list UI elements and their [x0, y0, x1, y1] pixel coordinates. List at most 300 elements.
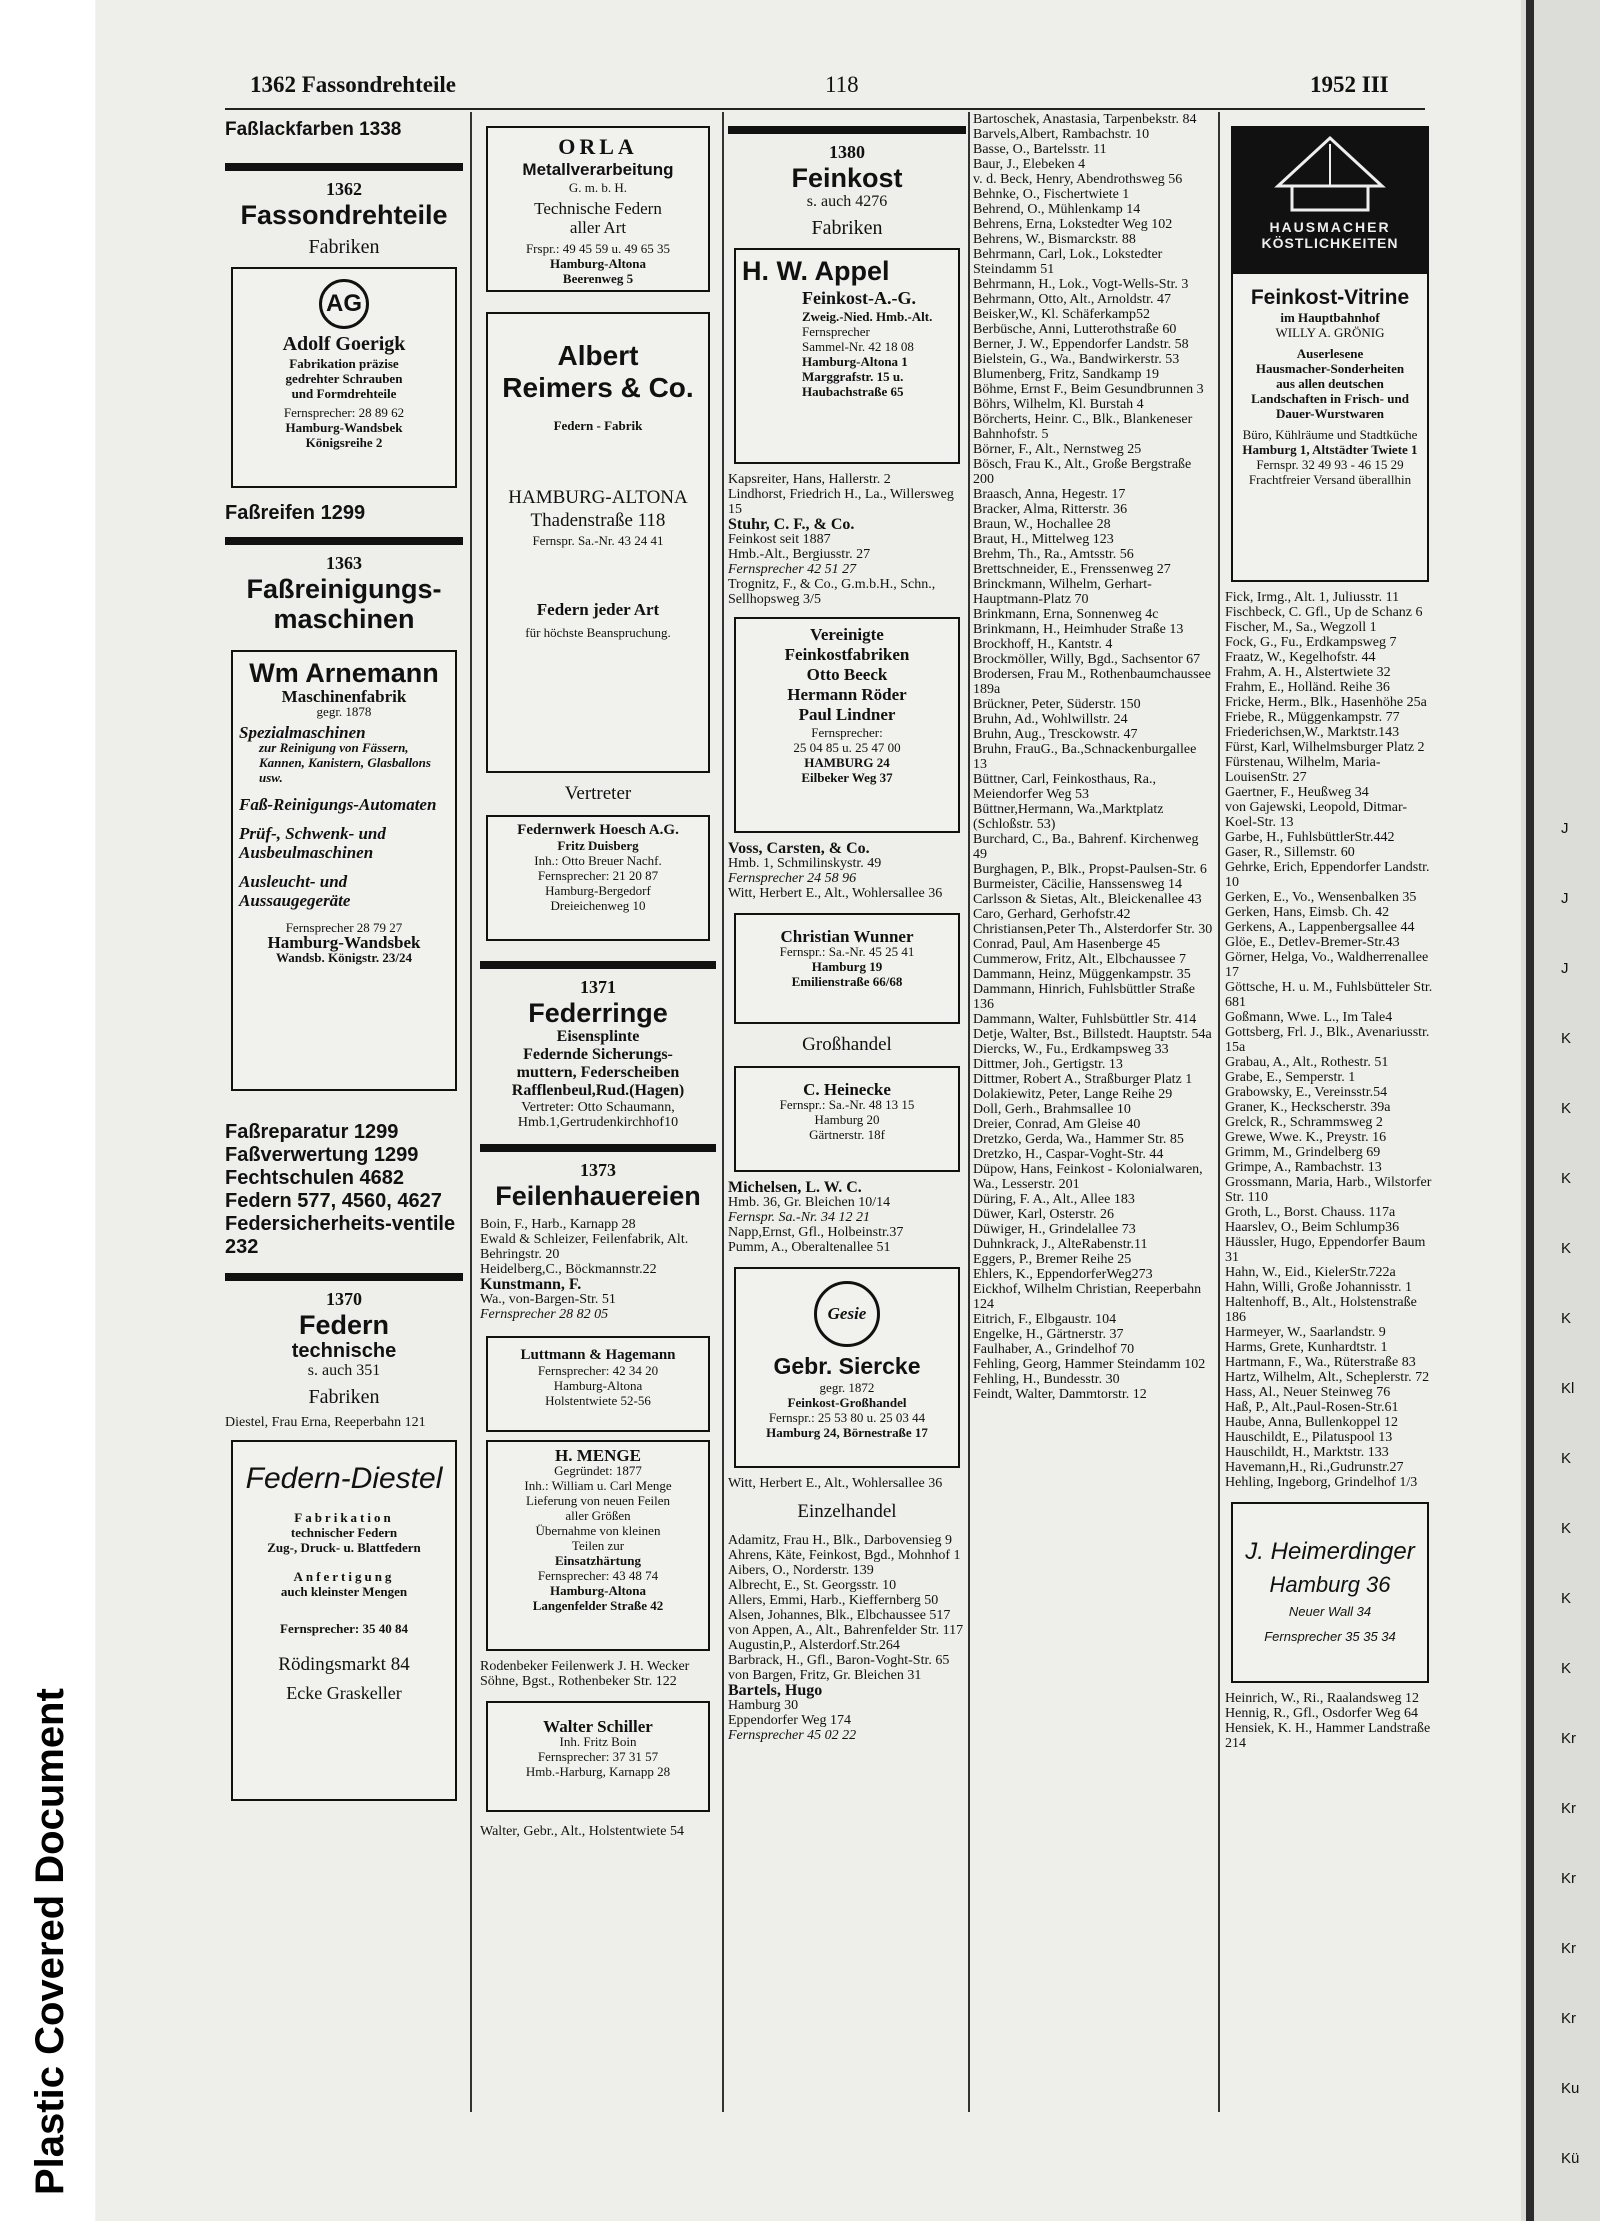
- ad-goerigk: [231, 267, 457, 488]
- directory-entry: Dreier, Conrad, Am Gleise 40: [973, 1117, 1141, 1132]
- ad-line: Spezialmaschinen: [239, 723, 366, 742]
- page-header: [225, 72, 1425, 106]
- ad-street: Hamburg 1, Altstädter Twiete 1: [1242, 442, 1418, 457]
- ad-line: technischer Federn: [290, 1525, 398, 1540]
- banner-line: HAUSMACHER: [1269, 219, 1391, 235]
- directory-entry: Friederichsen,W., Marktstr.143: [1225, 725, 1400, 740]
- directory-entry: Faulhaber, A., Grindelhof 70: [973, 1342, 1135, 1357]
- directory-entry: Hensiek, K. H., Hammer Landstraße 214: [1225, 1721, 1431, 1751]
- directory-entry: Doll, Gerh., Brahmsallee 10: [973, 1102, 1131, 1117]
- directory-entry: Fürst, Karl, Wilhelmsburger Platz 2: [1225, 740, 1425, 755]
- directory-entry: Napp,Ernst, Gfl., Holbeinstr.37: [728, 1225, 904, 1240]
- ad-schiller: [486, 1701, 710, 1812]
- section-rule: [225, 1273, 463, 1281]
- column-1: [225, 112, 463, 2112]
- keyword-entry: Faßverwertung 1299: [225, 1144, 419, 1166]
- ad-street: Gärtnerstr. 18f: [809, 1127, 885, 1142]
- directory-entry: Hartz, Wilhelm, Alt., Scheplerstr. 72: [1225, 1370, 1430, 1385]
- directory-entry: Barvels,Albert, Rambachstr. 10: [973, 127, 1150, 142]
- directory-entry: Dretzko, H., Caspar-Voght-Str. 44: [973, 1147, 1164, 1162]
- directory-entry: Dammann, Hinrich, Fuhlsbüttler Straße 136: [973, 982, 1196, 1012]
- directory-entry: Fernspr. Sa.-Nr. 34 12 21: [728, 1210, 870, 1225]
- directory-entry: Görner, Helga, Vo., Waldherrenallee 17: [1225, 950, 1429, 980]
- directory-entry: Engelke, H., Gärtnerstr. 37: [973, 1327, 1124, 1342]
- directory-entry: Trognitz, F., & Co., G.m.b.H., Schn., Sellhopsweg 3/5: [728, 577, 936, 607]
- directory-entry: Caro, Gerhard, Gerhofstr.42: [973, 907, 1131, 922]
- ad-wunner: [734, 913, 960, 1024]
- directory-entry: Ewald & Schleizer, Feilenfabrik, Alt. Behringstr. 20: [480, 1232, 689, 1262]
- ad-phone: Fernspr.: Sa.-Nr. 45 25 41: [779, 944, 915, 959]
- column-3: [728, 112, 966, 2112]
- ad-city: Hamburg-Altona 1: [802, 354, 908, 369]
- keyword-entry: Faßreparatur 1299: [225, 1121, 399, 1143]
- section-title: technische: [291, 1340, 397, 1362]
- directory-entry: Hamburg 30: [728, 1698, 799, 1713]
- directory-entry: Friebe, R., Müggenkampstr. 77: [1225, 710, 1400, 725]
- section-number: 1371: [580, 977, 616, 997]
- directory-entry: Hehling, Ingeborg, Grindelhof 1/3: [1225, 1475, 1418, 1490]
- directory-entry: v. d. Beck, Henry, Abendrothsweg 56: [973, 172, 1183, 187]
- ad-street: Wandsb. Königstr. 23/24: [275, 950, 413, 965]
- directory-entry: Burchard, C., Ba., Bahrenf. Kirchenweg 49: [973, 832, 1199, 862]
- edge-fragment: Kr: [1561, 1800, 1576, 1817]
- directory-entry: Glöe, E., Detlev-Bremer-Str.43: [1225, 935, 1400, 950]
- directory-entry: Conrad, Paul, Am Hasenberge 45: [973, 937, 1161, 952]
- entry-list: [728, 1533, 966, 1683]
- directory-entry: Dittmer, Joh., Gertigstr. 13: [973, 1057, 1123, 1072]
- directory-entry: Dittmer, Robert A., Straßburger Platz 1: [973, 1072, 1193, 1087]
- ag-logo-icon: AG: [319, 279, 369, 329]
- directory-entry: Frahm, E., Holländ. Reihe 36: [1225, 680, 1390, 695]
- directory-entry: Fürstenau, Wilhelm, Maria-LouisenStr. 27: [1225, 755, 1381, 785]
- directory-entry: Aibers, O., Norderstr. 139: [728, 1563, 874, 1578]
- directory-entry: Harmeyer, W., Saarlandstr. 9: [1225, 1325, 1386, 1340]
- directory-entry: Fernsprecher 42 51 27: [728, 562, 857, 577]
- directory-entry: Havemann,H., Ri.,Gudrunstr.27: [1225, 1460, 1404, 1475]
- directory-entry: Hauschildt, E., Pilatuspool 13: [1225, 1430, 1393, 1445]
- column-5: [1225, 112, 1435, 2112]
- section-line: Eisensplinte: [556, 1028, 640, 1045]
- directory-entry: Gaertner, F., Heußweg 34: [1225, 785, 1369, 800]
- directory-entry: Börcherts, Heinr. C., Blk., Blankeneser Bahnhofstr. 5: [973, 412, 1193, 442]
- directory-entry: Groth, L., Borst. Chauss. 117a: [1225, 1205, 1396, 1220]
- keyword-entry: Fechtschulen 4682: [225, 1167, 404, 1189]
- directory-entry: Gerkens, A., Lappenbergsallee 44: [1225, 920, 1415, 935]
- section-subtitle: Fabriken: [308, 1386, 380, 1408]
- directory-entry: Hartmann, F., Wa., Rüterstraße 83: [1225, 1355, 1416, 1370]
- ad-line: Inh.: Otto Breuer Nachf.: [534, 853, 662, 868]
- directory-entry: Haß, P., Alt.,Paul-Rosen-Str.61: [1225, 1400, 1399, 1415]
- ad-street: Haubachstraße 65: [802, 384, 904, 399]
- ad-line: Maschinenfabrik: [281, 687, 407, 706]
- directory-entry: Grelck, R., Schrammsweg 2: [1225, 1115, 1383, 1130]
- directory-entry: Ahrens, Käte, Feinkost, Bgd., Mohnhof 1: [728, 1548, 961, 1563]
- ad-line: im Hauptbahnhof: [1280, 310, 1380, 325]
- directory-entry: Brückner, Peter, Süderstr. 150: [973, 697, 1141, 712]
- ad-phone: Fernsprecher: 37 31 57: [537, 1749, 659, 1764]
- grosshandel-heading: Großhandel: [802, 1034, 892, 1055]
- ad-line: Auserlesene: [1296, 346, 1364, 361]
- house-icon: [1270, 134, 1390, 214]
- directory-entry: Düpow, Hans, Feinkost - Kolonialwaren, Wa., Lesserstr. 201: [973, 1162, 1203, 1192]
- directory-entry-name: Voss, Carsten, & Co.: [728, 840, 870, 857]
- edge-fragment: Ku: [1561, 2080, 1580, 2097]
- directory-entry: Albrecht, E., St. Georgsstr. 10: [728, 1578, 897, 1593]
- diestel-logo: Federn-Diestel: [245, 1462, 443, 1495]
- ad-line: Feinkost-A.-G.: [802, 288, 916, 308]
- ad-street: Hamburg 24, Börnestraße 17: [766, 1425, 928, 1440]
- ad-city: Hamburg 36: [1269, 1572, 1391, 1597]
- ad-arnemann: [231, 650, 457, 1091]
- ad-line: gedrehter Schrauben: [285, 371, 403, 386]
- section-title: Federringe: [528, 998, 668, 1028]
- directory-entry: Hahn, Willi, Große Johannisstr. 1: [1225, 1280, 1412, 1295]
- directory-entry: Eickhof, Wilhelm Christian, Reeperbahn 124: [973, 1282, 1202, 1312]
- directory-entry: Fischer, M., Sa., Wegzoll 1: [1225, 620, 1377, 635]
- header-rule: [225, 108, 1425, 110]
- edge-fragment: K: [1561, 1590, 1572, 1607]
- directory-entry: Büttner,Hermann, Wa.,Marktplatz (Schloßstr. 53): [973, 802, 1164, 832]
- edge-fragment: J: [1561, 960, 1569, 977]
- directory-entry: Burmeister, Cäcilie, Hanssensweg 14: [973, 877, 1183, 892]
- ad-heinecke: [734, 1066, 960, 1172]
- ad-line: Lieferung von neuen Feilen: [525, 1493, 671, 1508]
- banner-line: KÖSTLICHKEITEN: [1261, 235, 1399, 251]
- column-divider: [968, 112, 970, 2112]
- directory-entry: Heinrich, W., Ri., Raalandsweg 12: [1225, 1691, 1420, 1706]
- directory-entry: Gerken, Hans, Eimsb. Ch. 42: [1225, 905, 1390, 920]
- directory-entry: Berbüsche, Anni, Lutterothstraße 60: [973, 322, 1177, 337]
- entry-list: [1225, 1691, 1435, 1751]
- ad-feinkost-vitrine: [1231, 126, 1429, 582]
- ad-line: Holstentwiete 52-56: [545, 1393, 651, 1408]
- section-line: muttern, Federscheiben: [516, 1064, 680, 1081]
- ad-street: Beerenweg 5: [562, 271, 634, 286]
- directory-entry: Gerken, E., Vo., Wensenbalken 35: [1225, 890, 1417, 905]
- ad-line: Paul Lindner: [798, 705, 896, 724]
- directory-entry: Hmb. 36, Gr. Bleichen 10/14: [728, 1195, 891, 1210]
- directory-entry: Fehling, Georg, Hammer Steindamm 102: [973, 1357, 1206, 1372]
- ad-name: Federnwerk Hoesch A.G.: [517, 822, 679, 838]
- ad-street: Hmb.-Harburg, Karnapp 28: [525, 1764, 671, 1779]
- plastic-covered-label: Plastic Covered Document: [28, 1688, 72, 2195]
- directory-entry: Witt, Herbert E., Alt., Wohlersallee 36: [728, 1476, 943, 1491]
- ad-line: auch kleinster Mengen: [280, 1584, 408, 1599]
- ad-line: Hausmacher-Sonderheiten: [1255, 361, 1405, 376]
- directory-entry: Grimpe, A., Rambachstr. 13: [1225, 1160, 1382, 1175]
- section-line: Federnde Sicherungs-: [523, 1046, 673, 1063]
- ad-line: Faß-Reinigungs-Automaten: [239, 795, 437, 814]
- directory-entry: Vertreter: Otto Schaumann,: [521, 1100, 675, 1115]
- directory-entry: Düwer, Karl, Osterstr. 26: [973, 1207, 1114, 1222]
- edge-fragment: Kr: [1561, 2010, 1576, 2027]
- binding-shadow: [1526, 0, 1534, 2221]
- ad-city: Hamburg-Altona: [549, 1583, 647, 1598]
- directory-entry: Ehlers, K., EppendorferWeg273: [973, 1267, 1153, 1282]
- edge-fragment: K: [1561, 1240, 1572, 1257]
- ad-reimers: [486, 312, 710, 773]
- directory-entry: Feinkost seit 1887: [728, 532, 831, 547]
- edge-fragment: K: [1561, 1310, 1572, 1327]
- entry-list: [1225, 590, 1435, 1490]
- directory-entry: Hass, Al., Neuer Steinweg 76: [1225, 1385, 1391, 1400]
- directory-entry: Hmb. 1, Schmilinskystr. 49: [728, 856, 882, 871]
- ad-phone: Fernsprecher: 28 89 62: [283, 405, 405, 420]
- directory-entry: Braasch, Anna, Hegestr. 17: [973, 487, 1126, 502]
- directory-entry: Behrens, Erna, Lokstedter Weg 102: [973, 217, 1173, 232]
- directory-entry: Bruhn, Aug., Tresckowstr. 47: [973, 727, 1138, 742]
- ad-line: Inh. Fritz Boin: [559, 1734, 637, 1749]
- ad-line: HAMBURG-ALTONA: [508, 487, 688, 508]
- directory-entry: Basse, O., Bartelsstr. 11: [973, 142, 1107, 157]
- ad-name: Albert: [557, 340, 639, 371]
- directory-entry: Garbe, H., FuhlsbüttlerStr.442: [1225, 830, 1395, 845]
- adjacent-page-edge: [1521, 0, 1600, 2221]
- directory-entry: Fernsprecher 24 58 96: [728, 871, 857, 886]
- ad-line: Anfertigung: [293, 1569, 395, 1584]
- section-number: 1373: [580, 1160, 616, 1180]
- directory-entry: Fernsprecher 28 82 05: [480, 1307, 609, 1322]
- directory-entry: Bielstein, G., Wa., Bandwirkerstr. 53: [973, 352, 1180, 367]
- edge-fragment: Kr: [1561, 1940, 1576, 1957]
- directory-entry: Fraatz, W., Kegelhofstr. 44: [1225, 650, 1376, 665]
- edge-fragment: K: [1561, 1520, 1572, 1537]
- directory-entry: Kapsreiter, Hans, Hallerstr. 2: [728, 472, 891, 487]
- ad-luttmann: [486, 1336, 710, 1432]
- edge-fragment: K: [1561, 1030, 1572, 1047]
- directory-entry: Goßmann, Wwe. L., Im Tale4: [1225, 1010, 1393, 1025]
- keyword-entry: Federn 577, 4560, 4627: [225, 1190, 442, 1212]
- directory-entry: Häussler, Hugo, Eppendorfer Baum 31: [1225, 1235, 1426, 1265]
- ad-line: zur Reinigung von Fässern, Kannen, Kanistern, Glasballons usw.: [259, 740, 431, 785]
- ad-name: Christian Wunner: [780, 927, 914, 946]
- ad-phone: Fernsprecher 35 35 34: [1264, 1629, 1396, 1644]
- directory-entry: Börner, F., Alt., Nernstweg 25: [973, 442, 1142, 457]
- directory-entry-name: Kunstmann, F.: [480, 1276, 582, 1293]
- directory-entry: Blumenberg, Fritz, Sandkamp 19: [973, 367, 1159, 382]
- directory-entry: Dammann, Heinz, Müggenkampstr. 35: [973, 967, 1191, 982]
- ad-line: Einsatzhärtung: [555, 1553, 641, 1568]
- edge-fragment: Kr: [1561, 1870, 1576, 1887]
- ad-line: Gegründet: 1877: [554, 1463, 642, 1478]
- directory-entry: Fischbeck, C. Gfl., Up de Schanz 6: [1225, 605, 1423, 620]
- ad-line: und Formdrehteile: [291, 386, 397, 401]
- ad-line: aller Art: [569, 218, 627, 237]
- entry-list: [728, 1225, 966, 1255]
- directory-entry: Hmb.-Alt., Bergiusstr. 27: [728, 547, 871, 562]
- directory-entry: Fernsprecher 45 02 22: [728, 1728, 857, 1743]
- ad-line: Frachtfreier Versand überallhin: [1248, 472, 1412, 487]
- directory-entry: Heidelberg,C., Böckmannstr.22: [480, 1262, 657, 1277]
- ad-name: Wm Arnemann: [249, 658, 439, 688]
- ad-phone: Frspr.: 49 45 59 u. 49 65 35: [525, 241, 671, 256]
- directory-entry: Adamitz, Frau H., Blk., Darbovensieg 9: [728, 1533, 952, 1548]
- directory-entry: Behrend, O., Mühlenkamp 14: [973, 202, 1141, 217]
- directory-entry: Grabau, A., Alt., Rothestr. 51: [1225, 1055, 1389, 1070]
- directory-entry: Duhnkrack, J., AlteRabenstr.11: [973, 1237, 1148, 1252]
- directory-entry: Alsen, Johannes, Blk., Elbchaussee 517: [728, 1608, 951, 1623]
- keyword-fasslackfarben: Faßlackfarben 1338: [225, 119, 402, 140]
- ad-name: ORLA: [558, 134, 638, 159]
- ad-phone: Fernsprecher 28 79 27: [285, 920, 403, 935]
- section-title: Fassondrehteile: [240, 200, 448, 230]
- section-title: Federn: [298, 1310, 390, 1340]
- directory-entry: Gehrke, Erich, Eppendorfer Landstr. 10: [1225, 860, 1430, 890]
- directory-entry: Berner, J. W., Eppendorfer Landstr. 58: [973, 337, 1189, 352]
- ad-line: Technische Federn: [534, 199, 662, 218]
- einzelhandel-heading: Einzelhandel: [797, 1501, 897, 1522]
- ad-menge: [486, 1440, 710, 1651]
- directory-entry: Pumm, A., Oberaltenallee 51: [728, 1240, 891, 1255]
- ad-line: Fabrikation präzise: [289, 356, 399, 371]
- directory-entry: Harms, Grete, Kunhardtstr. 1: [1225, 1340, 1388, 1355]
- edge-fragment: Kü: [1561, 2150, 1580, 2167]
- directory-entry: Dolakiewitz, Peter, Lange Reihe 29: [973, 1087, 1173, 1102]
- directory-entry: Hauschildt, H., Marktstr. 133: [1225, 1445, 1389, 1460]
- directory-entry: Grabe, E., Semperstr. 1: [1225, 1070, 1356, 1085]
- ad-line: Zug-, Druck- u. Blattfedern: [267, 1540, 421, 1555]
- directory-entry: Augustin,P., Alsterdorf.Str.264: [728, 1638, 900, 1653]
- directory-entry: Feindt, Walter, Dammtorstr. 12: [973, 1387, 1147, 1402]
- ad-name: Adolf Goerigk: [282, 333, 406, 355]
- edge-fragment: K: [1561, 1170, 1572, 1187]
- directory-entry: Böhme, Ernst F., Beim Gesundbrunnen 3: [973, 382, 1204, 397]
- keyword-list: [225, 1121, 463, 1259]
- directory-entry: Brinckmann, Wilhelm, Gerhart-Hauptmann-Platz 70: [973, 577, 1152, 607]
- ad-phone: Fernspr. Sa.-Nr. 43 24 41: [532, 533, 664, 548]
- directory-entry: Diercks, W., Fu., Erdkampsweg 33: [973, 1042, 1169, 1057]
- ad-name: Walter Schiller: [543, 1717, 653, 1736]
- directory-entry: Haarslev, O., Beim Schlump36: [1225, 1220, 1400, 1235]
- directory-entry: Fick, Irmg., Alt. 1, Juliusstr. 11: [1225, 590, 1400, 605]
- ad-line: Otto Beeck: [806, 665, 888, 684]
- ad-line: gegr. 1872: [819, 1380, 875, 1395]
- ad-orla: [486, 126, 710, 292]
- directory-entry: Behrmann, Carl, Lok., Lokstedter Steindamm 51: [973, 247, 1163, 277]
- ad-line: Metallverarbeitung: [522, 160, 674, 179]
- ad-line: Federn jeder Art: [536, 600, 660, 619]
- edge-fragment: Kr: [1561, 1730, 1576, 1747]
- section-number: 1380: [829, 142, 865, 162]
- section-title: Feilenhauereien: [495, 1181, 701, 1211]
- directory-entry: Gaser, R., Sillemstr. 60: [1225, 845, 1355, 860]
- ad-city: Hamburg-Altona: [549, 256, 647, 271]
- ad-line: Federn - Fabrik: [553, 418, 643, 433]
- directory-entry: Brehm, Th., Ra., Amtsstr. 56: [973, 547, 1134, 562]
- ad-phone: Fernsprecher: 35 40 84: [280, 1621, 408, 1636]
- ad-city: Hamburg-Wandsbek: [267, 933, 421, 952]
- ad-street: Langenfelder Straße 42: [532, 1598, 664, 1613]
- section-line: Rafflenbeul,Rud.(Hagen): [511, 1082, 685, 1099]
- ad-line: Prüf-, Schwenk- und Ausbeulmaschinen: [239, 824, 386, 862]
- ad-line: Hamburg-Bergedorf: [545, 883, 651, 898]
- directory-entry: Fricke, Herm., Blk., Hasenhöhe 25a: [1225, 695, 1427, 710]
- directory-entry: Frahm, A. H., Alstertwiete 32: [1225, 665, 1391, 680]
- section-title: Feinkost: [791, 163, 903, 193]
- entry-list: [973, 112, 1213, 1402]
- section-subtitle: Fabriken: [308, 236, 380, 258]
- ad-line: Ausleucht- und Aussaugegeräte: [239, 872, 351, 910]
- edge-fragment: J: [1561, 890, 1569, 907]
- ad-phone: Fernsprecher: 42 34 20: [537, 1363, 659, 1378]
- directory-entry: von Gajewski, Leopold, Ditmar-Koel-Str. 13: [1225, 800, 1408, 830]
- directory-entry: von Appen, A., Alt., Bahrenfelder Str. 117: [728, 1623, 964, 1638]
- directory-entry: Düring, F. A., Alt., Allee 183: [973, 1192, 1135, 1207]
- directory-entry: von Bargen, Fritz, Gr. Bleichen 31: [728, 1668, 922, 1683]
- directory-entry: Braun, W., Hochallee 28: [973, 517, 1111, 532]
- ad-city: Hamburg 20: [814, 1112, 880, 1127]
- directory-entry: Böhrs, Wilhelm, Kl. Burstah 4: [973, 397, 1144, 412]
- section-number: 1370: [326, 1289, 362, 1309]
- ad-street: Königsreihe 2: [305, 435, 383, 450]
- ad-name: J. Heimerdinger: [1245, 1538, 1415, 1565]
- ad-heimerdinger: [1231, 1502, 1429, 1683]
- ad-phone: Fernsprecher: 43 48 74: [537, 1568, 659, 1583]
- directory-entry: Haltenhoff, B., Alt., Holstenstraße 186: [1225, 1295, 1417, 1325]
- column-divider: [1218, 112, 1220, 2112]
- ad-name: Luttmann & Hagemann: [520, 1347, 676, 1363]
- ad-city: Hamburg 19: [811, 959, 883, 974]
- edge-fragment: K: [1561, 1660, 1572, 1677]
- ad-line: aus allen deutschen Landschaften in Frisch- und Dauer-Wurstwaren: [1251, 376, 1409, 421]
- directory-entry: Brockhoff, H., Kantstr. 4: [973, 637, 1113, 652]
- ad-line: Zweig.-Nied. Hmb.-Alt.: [802, 309, 933, 324]
- column-divider: [722, 112, 724, 2112]
- directory-entry: Behrmann, Otto, Alt., Arnoldstr. 47: [973, 292, 1171, 307]
- directory-entry: Düwiger, H., Grindelallee 73: [973, 1222, 1136, 1237]
- directory-entry: Behrmann, H., Lok., Vogt-Wells-Str. 3: [973, 277, 1189, 292]
- directory-entry: Diestel, Frau Erna, Reeperbahn 121: [225, 1415, 426, 1430]
- directory-entry: Christiansen,Peter Th., Alsterdorfer Str. 30: [973, 922, 1213, 937]
- directory-entry: Grossmann, Maria, Harb., Wilstorfer Str. 110: [1225, 1175, 1432, 1205]
- directory-entry: Grewe, Wwe. K., Preystr. 16: [1225, 1130, 1387, 1145]
- ad-city: Hamburg-Wandsbek: [285, 420, 403, 435]
- directory-entry: Fock, G., Fu., Erdkampsweg 7: [1225, 635, 1397, 650]
- directory-entry: Lindhorst, Friedrich H., La., Willersweg 15: [728, 487, 954, 517]
- section-rule: [480, 1144, 716, 1152]
- ad-name: H. W. Appel: [742, 256, 890, 286]
- ad-name: Reimers & Co.: [502, 372, 694, 403]
- ad-phone: 25 04 85 u. 25 47 00: [793, 740, 901, 755]
- ad-vereinigte: [734, 617, 960, 833]
- directory-entry: Dammann, Walter, Fuhlsbüttler Str. 414: [973, 1012, 1197, 1027]
- edge-fragment: J: [1561, 820, 1569, 837]
- ad-phone: Fernspr.: Sa.-Nr. 48 13 15: [779, 1097, 915, 1112]
- ad-diestel: [231, 1440, 457, 1801]
- entry-list: [480, 1217, 716, 1277]
- ad-line: für höchste Beanspruchung.: [525, 625, 671, 640]
- ad-line: Übernahme von kleinen: [535, 1523, 661, 1538]
- directory-entry: Bruhn, Ad., Wohlwillstr. 24: [973, 712, 1128, 727]
- directory-entry: Rodenbeker Feilenwerk J. H. Wecker Söhne, Bgst., Rothenbeker Str. 122: [480, 1659, 690, 1689]
- ad-phone: Fernspr. 32 49 93 - 46 15 29: [1256, 457, 1404, 472]
- section-number: 1363: [326, 553, 362, 573]
- ad-city: HAMBURG 24: [804, 755, 890, 770]
- section-subtitle: Fabriken: [811, 217, 883, 239]
- directory-entry: Witt, Herbert E., Alt., Wohlersallee 36: [728, 886, 943, 901]
- directory-entry: Behrens, W., Bismarckstr. 88: [973, 232, 1136, 247]
- ad-line: Hermann Röder: [787, 685, 907, 704]
- directory-entry: Eitrich, F., Elbgaustr. 104: [973, 1312, 1117, 1327]
- ad-street: Emilienstraße 66/68: [791, 974, 903, 989]
- ad-line: Teilen zur: [571, 1538, 625, 1553]
- ad-line: gegr. 1878: [316, 704, 372, 719]
- ad-line: Hamburg-Altona: [553, 1378, 643, 1393]
- directory-entry: Boin, F., Harb., Karnapp 28: [480, 1217, 636, 1232]
- directory-entry: Bartoschek, Anastasia, Tarpenbekstr. 84: [973, 112, 1197, 127]
- edge-fragment: K: [1561, 1450, 1572, 1467]
- ad-name: Feinkostfabriken: [784, 645, 910, 664]
